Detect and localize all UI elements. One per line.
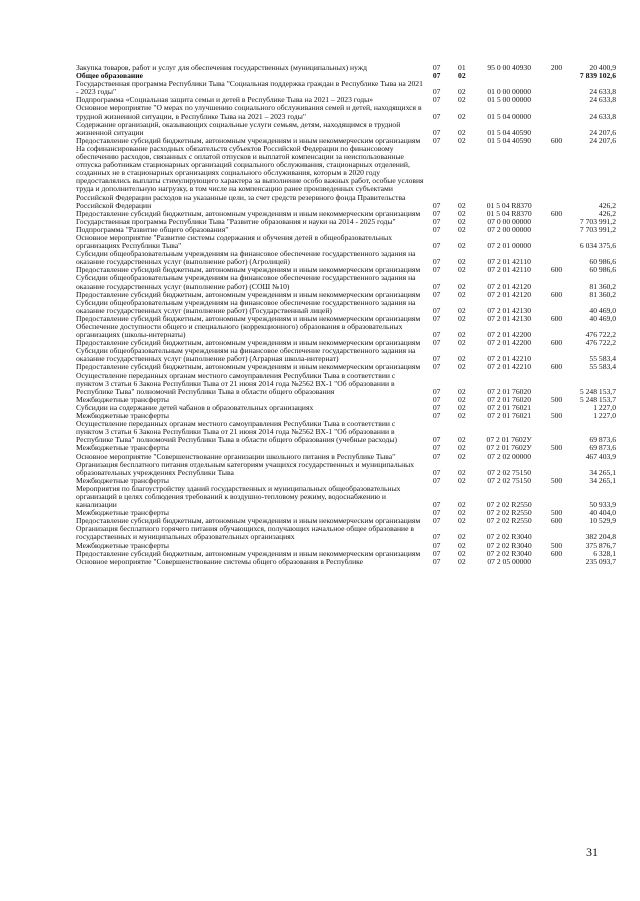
row-amount: 5 248 153,7 xyxy=(579,394,616,404)
row-subsection: 02 xyxy=(458,95,466,105)
row-name: Межбюджетные трансферты xyxy=(76,411,169,421)
row-target-article: 07 2 02 R3040 xyxy=(486,548,532,558)
row-subsection: 02 xyxy=(458,313,466,323)
row-name: Организация бесплатного горячего питания обучающихся, получающих начальное общее образование в государственных и муниципальных образовательных организациях xyxy=(76,524,414,542)
row-section: 07 xyxy=(432,257,441,267)
row-expense-type xyxy=(544,145,568,210)
row-name: Субсидии общеобразовательным учреждениям на финансовое обеспечение государственного задания на оказание государственных услуг (выполнение работ) (Государственный лицей) xyxy=(76,297,416,315)
row-section: 07 xyxy=(432,281,441,291)
row-section: 07 xyxy=(432,71,441,81)
row-expense-type xyxy=(544,453,568,461)
row-subsection: 02 xyxy=(458,71,466,81)
table-row xyxy=(76,372,616,396)
row-subsection: 02 xyxy=(458,556,466,566)
row-target-article: 07 2 01 76020 xyxy=(487,394,532,404)
row-subsection: 02 xyxy=(458,386,466,396)
row-name: Предоставление субсидий бюджетным, автономным учреждениям и иным некоммерческим организациям xyxy=(76,338,421,348)
table-row xyxy=(76,80,616,96)
row-amount: 235 093,7 xyxy=(585,556,616,566)
row-subsection: 02 xyxy=(458,362,466,372)
row-expense-type: 200 xyxy=(550,63,563,72)
row-section: 07 xyxy=(432,224,441,234)
row-amount: 40 469,0 xyxy=(589,305,616,315)
row-amount: 24 633,8 xyxy=(589,111,616,121)
row-section: 07 xyxy=(432,63,441,72)
row-amount: 34 265,1 xyxy=(589,467,616,477)
row-expense-type xyxy=(544,234,568,250)
row-subsection: 02 xyxy=(458,467,466,477)
row-name: Предоставление субсидий бюджетным, автономным учреждениям и иным некоммерческим организациям xyxy=(76,548,421,558)
row-section: 07 xyxy=(432,556,441,566)
table-row xyxy=(76,234,616,250)
row-target-article: 01 5 04 00000 xyxy=(487,111,532,121)
row-expense-type: 600 xyxy=(550,313,563,323)
row-section: 07 xyxy=(432,508,441,518)
row-target-article: 07 2 01 42110 xyxy=(487,265,531,275)
table-row xyxy=(76,558,616,566)
row-name: Обеспечение доступности общего и специального (коррекционного) образования в образовательных организациях (школы-интернаты) xyxy=(76,322,403,340)
row-amount: 40 404,0 xyxy=(589,508,616,518)
row-section: 07 xyxy=(432,435,441,445)
row-target-article: 07 0 00 00000 xyxy=(487,216,532,226)
row-name: Предоставление субсидий бюджетным, автономным учреждениям и иным некоммерческим организациям xyxy=(76,313,421,323)
budget-table xyxy=(76,64,616,566)
row-target-article: 07 2 01 7602У xyxy=(486,435,532,445)
row-target-article: 07 2 02 R3040 xyxy=(486,532,532,542)
row-name: Межбюджетные трансферты xyxy=(76,475,169,485)
table-row xyxy=(76,104,616,120)
row-subsection: 02 xyxy=(458,354,466,364)
row-subsection: 02 xyxy=(458,500,466,510)
row-name: Межбюджетные трансферты xyxy=(76,540,169,550)
table-row xyxy=(76,347,616,363)
row-amount: 24 207,6 xyxy=(589,127,616,137)
row-section: 07 xyxy=(432,208,441,218)
row-subsection: 02 xyxy=(458,127,466,137)
row-name: Предоставление субсидий бюджетным, автономным учреждениям и иным некоммерческим организациям xyxy=(76,265,421,275)
row-target-article: 01 5 04 40590 xyxy=(487,127,532,137)
row-amount: 1 227,0 xyxy=(593,411,616,421)
row-name: Межбюджетные трансферты xyxy=(76,394,169,404)
row-subsection: 02 xyxy=(458,394,466,404)
row-subsection: 02 xyxy=(458,281,466,291)
row-section: 07 xyxy=(432,362,441,372)
row-target-article: 01 0 00 00000 xyxy=(487,87,532,97)
row-expense-type xyxy=(544,485,568,509)
row-amount: 467 403,9 xyxy=(585,451,616,461)
row-section: 07 xyxy=(432,111,441,121)
row-target-article: 07 2 01 42120 xyxy=(487,289,532,299)
row-target-article xyxy=(474,72,545,80)
row-section: 07 xyxy=(432,265,441,275)
row-amount: 375 876,7 xyxy=(585,540,616,550)
row-subsection: 02 xyxy=(458,508,466,518)
row-section: 07 xyxy=(432,548,441,558)
row-amount: 24 633,8 xyxy=(589,95,616,105)
row-subsection: 02 xyxy=(458,451,466,461)
row-name: Предоставление субсидий бюджетным, автономным учреждениям и иным некоммерческим организациям xyxy=(76,516,421,526)
row-amount: 426,2 xyxy=(598,200,616,210)
row-amount: 6 034 375,6 xyxy=(579,241,616,251)
row-subsection: 02 xyxy=(458,200,466,210)
row-expense-type xyxy=(544,80,568,96)
row-expense-type xyxy=(544,274,568,290)
row-subsection: 02 xyxy=(458,548,466,558)
row-target-article: 07 2 01 42120 xyxy=(487,281,532,291)
row-name: Основное мероприятие "Развитие системы содержания и обучения детей в общеобразовательных организациях Республики Тыва" xyxy=(76,232,393,251)
row-name: Осуществление переданных органам местного самоуправления Республики Тыва в соответствии с пунктом 3 статьи 6 Закона Республики Тыва от 21 июня 2014 года №2562 ВХ-1 "Об образовании в Республике Тыва" полномочий Республики Тыва в области общего образования (учебные расходы) xyxy=(76,419,398,445)
row-expense-type: 600 xyxy=(550,338,563,348)
row-name: Государственная программа Республики Тыва "Социальная поддержка граждан в Республике Тыва на 2021 - 2023 годы" xyxy=(76,79,423,97)
table-row xyxy=(76,299,616,315)
row-amount: 60 986,6 xyxy=(589,265,616,275)
row-target-article: 07 2 02 R3040 xyxy=(486,540,532,550)
row-section: 07 xyxy=(432,540,441,550)
row-name: Субсидии общеобразовательным учреждениям на финансовое обеспечение государственного задания на оказание государственных услуг (выполнение работ) (Аграрная школа-интернат) xyxy=(76,346,416,364)
row-expense-type: 600 xyxy=(550,289,563,299)
row-name: Предоставление субсидий бюджетным, автономным учреждениям и иным некоммерческим организациям xyxy=(76,208,421,218)
row-subsection: 02 xyxy=(458,443,466,453)
row-amount: 55 583,4 xyxy=(589,354,616,364)
row-subsection: 02 xyxy=(458,208,466,218)
row-subsection: 02 xyxy=(458,257,466,267)
row-name: Основное мероприятие "Совершенствование организации школьного питания в Республике Тыва" xyxy=(76,451,396,461)
row-name: Подпрограмма «Социальная защита семьи и детей в Республике Тыва на 2021 – 2023 годы» xyxy=(76,95,374,105)
row-section: 07 xyxy=(432,532,441,542)
row-amount: 6 328,1 xyxy=(593,548,616,558)
row-subsection: 02 xyxy=(458,435,466,445)
row-target-article: 07 2 02 R2550 xyxy=(486,516,532,526)
row-expense-type xyxy=(544,121,568,137)
row-amount: 1 227,0 xyxy=(593,402,616,412)
row-amount: 5 248 153,7 xyxy=(579,386,616,396)
row-amount: 20 400,9 xyxy=(589,63,616,72)
row-amount: 40 469,0 xyxy=(589,313,616,323)
row-subsection: 02 xyxy=(458,402,466,412)
row-section: 07 xyxy=(432,200,441,210)
row-amount: 69 873,6 xyxy=(589,435,616,445)
row-expense-type xyxy=(544,420,568,444)
row-amount: 7 703 991,2 xyxy=(579,216,616,226)
row-amount: 476 722,2 xyxy=(585,338,616,348)
row-expense-type: 600 xyxy=(550,362,563,372)
row-name: Основное мероприятие "О мерах по улучшению социального обслуживания семей и детей, находящихся в трудной жизненной ситуации, в Республике Тыва на 2021 – 2023 годы" xyxy=(76,103,422,121)
row-expense-type xyxy=(544,525,568,541)
row-subsection: 02 xyxy=(458,305,466,315)
row-target-article: 07 2 01 42130 xyxy=(487,313,532,323)
row-target-article: 07 2 02 R2550 xyxy=(486,508,532,518)
row-name: Государственная программа Республики Тыва "Развитие образования и науки на 2014 - 2025 годы" xyxy=(76,216,396,226)
row-target-article: 07 2 01 42210 xyxy=(487,362,532,372)
row-name: Предоставление субсидий бюджетным, автономным учреждениям и иным некоммерческим организациям xyxy=(76,362,421,372)
row-amount: 426,2 xyxy=(598,208,616,218)
row-section: 07 xyxy=(432,135,441,145)
row-amount: 24 633,8 xyxy=(589,87,616,97)
row-section: 07 xyxy=(432,467,441,477)
row-amount: 10 529,9 xyxy=(589,516,616,526)
budget-table-body xyxy=(76,64,616,566)
row-amount: 382 204,8 xyxy=(585,532,616,542)
row-target-article: 07 2 01 76020 xyxy=(487,386,532,396)
row-target-article: 01 5 04 R8370 xyxy=(486,200,532,210)
row-name: Подпрограмма "Развитие общего образования" xyxy=(76,224,229,234)
row-subsection: 02 xyxy=(458,532,466,542)
row-amount: 7 703 991,2 xyxy=(579,224,616,234)
table-row xyxy=(76,250,616,266)
row-subsection: 01 xyxy=(458,63,466,72)
row-target-article: 07 2 01 7602У xyxy=(486,443,532,453)
row-name: Осуществление переданных органам местного самоуправления Республики Тыва в соответствии с пунктом 3 статьи 6 Закона Республики Тыва от 21 июня 2014 года №2562 ВХ-1 "Об образовании в Республике Тыва" полномочий Республики Тыва в области общего образования xyxy=(76,370,396,396)
row-target-article: 07 2 01 00000 xyxy=(487,241,532,251)
row-section: 07 xyxy=(432,475,441,485)
row-amount: 476 722,2 xyxy=(585,330,616,340)
row-section: 07 xyxy=(432,305,441,315)
row-name: Межбюджетные трансферты xyxy=(76,508,169,518)
row-target-article: 07 2 02 00000 xyxy=(487,451,532,461)
row-target-article: 07 2 02 75150 xyxy=(487,475,532,485)
row-expense-type: 600 xyxy=(550,265,563,275)
row-section: 07 xyxy=(432,87,441,97)
row-section: 07 xyxy=(432,386,441,396)
row-subsection: 02 xyxy=(458,540,466,550)
row-expense-type xyxy=(544,250,568,266)
row-expense-type: 600 xyxy=(550,208,563,218)
row-expense-type: 500 xyxy=(550,508,563,518)
table-row xyxy=(76,525,616,541)
row-expense-type: 500 xyxy=(550,394,563,404)
row-amount: 69 873,6 xyxy=(589,443,616,453)
row-expense-type xyxy=(544,372,568,396)
row-expense-type: 500 xyxy=(550,443,563,453)
table-row xyxy=(76,64,616,72)
row-amount: 24 207,6 xyxy=(589,135,616,145)
row-name: Организация бесплатного питания отдельным категориям учащихся государственных и муниципальных образовательных учреждениях Республики Тыва xyxy=(76,459,415,477)
row-subsection: 02 xyxy=(458,265,466,275)
row-subsection: 02 xyxy=(458,111,466,121)
row-name: Субсидии общеобразовательным учреждениям на финансовое обеспечение государственного задания на оказание государственных услуг (выполнение работ) (Агролицей) xyxy=(76,249,416,267)
row-expense-type xyxy=(544,104,568,120)
row-subsection: 02 xyxy=(458,338,466,348)
row-expense-type xyxy=(544,323,568,339)
row-subsection: 02 xyxy=(458,289,466,299)
row-target-article: 07 2 01 42210 xyxy=(487,354,532,364)
row-target-article: 01 5 00 00000 xyxy=(487,95,532,105)
row-section: 07 xyxy=(432,354,441,364)
row-expense-type xyxy=(544,347,568,363)
row-name: Закупка товаров, работ и услуг для обеспечения государственных (муниципальных) нужд xyxy=(76,63,367,72)
row-name: Общее образование xyxy=(76,71,144,81)
row-section: 07 xyxy=(432,95,441,105)
row-expense-type xyxy=(544,96,568,104)
row-target-article: 07 2 01 42200 xyxy=(487,330,532,340)
row-section: 07 xyxy=(432,411,441,421)
row-expense-type xyxy=(544,226,568,234)
row-target-article: 07 2 02 R2550 xyxy=(486,500,532,510)
row-section: 07 xyxy=(432,443,441,453)
row-section: 07 xyxy=(432,516,441,526)
row-expense-type xyxy=(544,299,568,315)
row-expense-type xyxy=(544,218,568,226)
row-section: 07 xyxy=(432,330,441,340)
row-subsection: 02 xyxy=(458,135,466,145)
row-target-article: 07 2 01 42130 xyxy=(487,305,532,315)
row-section: 07 xyxy=(432,394,441,404)
row-amount: 55 583,4 xyxy=(589,362,616,372)
row-section: 07 xyxy=(432,127,441,137)
row-subsection: 02 xyxy=(458,216,466,226)
row-expense-type xyxy=(544,461,568,477)
row-expense-type: 600 xyxy=(550,135,563,145)
row-name: Основное мероприятие "Совершенствование системы общего образования в Республике xyxy=(76,556,364,566)
row-name: Субсидии общеобразовательным учреждениям на финансовое обеспечение государственного задания на оказание государственных услуг (выполнение работ) (СОШ №10) xyxy=(76,273,416,291)
table-row xyxy=(76,274,616,290)
row-section: 07 xyxy=(432,216,441,226)
page-number: 31 xyxy=(586,845,598,859)
row-amount: 34 265,1 xyxy=(589,475,616,485)
row-expense-type xyxy=(544,72,568,80)
row-target-article: 07 2 02 75150 xyxy=(487,467,532,477)
row-amount: 7 839 102,6 xyxy=(579,71,616,81)
table-row xyxy=(76,145,616,210)
row-expense-type: 500 xyxy=(550,540,563,550)
row-target-article: 07 2 01 42110 xyxy=(487,257,531,267)
row-expense-type: 600 xyxy=(550,548,563,558)
row-expense-type xyxy=(544,558,568,566)
row-name: Мероприятия по благоустройству зданий государственных и муниципальных общеобразовательных организаций в целях соблюдения требований к воздушно-тепловому режиму, водоснабжению и канализации xyxy=(76,483,401,510)
row-amount: 50 933,9 xyxy=(589,500,616,510)
row-target-article: 01 5 04 40590 xyxy=(487,135,532,145)
row-subsection: 02 xyxy=(458,516,466,526)
row-target-article: 07 2 01 76021 xyxy=(487,411,532,421)
row-section: 07 xyxy=(432,313,441,323)
row-subsection: 02 xyxy=(458,330,466,340)
row-target-article: 07 2 05 00000 xyxy=(487,556,532,566)
row-expense-type: 600 xyxy=(550,516,563,526)
table-row xyxy=(76,323,616,339)
row-expense-type: 500 xyxy=(550,411,563,421)
row-name: Предоставление субсидий бюджетным, автономным учреждениям и иным некоммерческим организациям xyxy=(76,135,421,145)
row-amount: 60 986,6 xyxy=(589,257,616,267)
row-subsection: 02 xyxy=(458,241,466,251)
row-target-article: 07 2 01 42200 xyxy=(487,338,532,348)
row-amount: 81 360,2 xyxy=(589,281,616,291)
row-target-article: 95 0 00 40930 xyxy=(487,63,532,72)
row-name: Субсидии на содержание детей чабанов в образовательных организациях xyxy=(76,402,314,412)
row-section: 07 xyxy=(432,241,441,251)
table-row xyxy=(76,485,616,509)
row-name: Содержание организаций, оказывающих социальные услуги семьям, детям, находящимся в трудной жизненной ситуации xyxy=(76,119,401,137)
row-subsection: 02 xyxy=(458,411,466,421)
table-row xyxy=(76,461,616,477)
row-section: 07 xyxy=(432,451,441,461)
row-name: Межбюджетные трансферты xyxy=(76,443,169,453)
row-section: 07 xyxy=(432,338,441,348)
row-subsection: 02 xyxy=(458,87,466,97)
row-section: 07 xyxy=(432,289,441,299)
table-row xyxy=(76,121,616,137)
row-expense-type: 500 xyxy=(550,475,563,485)
row-section: 07 xyxy=(432,500,441,510)
row-target-article: 07 2 01 76021 xyxy=(487,402,532,412)
row-target-article: 01 5 04 R8370 xyxy=(486,208,532,218)
row-name: Предоставление субсидий бюджетным, автономным учреждениям и иным некоммерческим организациям xyxy=(76,289,421,299)
row-target-article: 07 2 00 00000 xyxy=(487,224,532,234)
row-name: На софинансирование расходных обязательств субъектов Российской Федерации по финансовому обеспечению расходов, связанных с оплатой отпусков и выплатой компенсации за неиспользованные отпуска работникам стационарных организаций социального обслуживания, стационарных отделений, созданных не в стационарных организациях социального обслуживания, которым в 2020 году предоставлялись выплаты стимулирующего характера за выполнение особо важных работ, особые условия труда и дополнительную нагрузку, в том числе на компенсацию ранее произведенных субъектами Российской Федерации расходов на указанные цели, за счет средств резервного фонда Правительства Российской Федерации xyxy=(76,143,424,210)
row-section: 07 xyxy=(432,402,441,412)
table-row xyxy=(76,420,616,444)
row-amount: 81 360,2 xyxy=(589,289,616,299)
row-subsection: 02 xyxy=(458,224,466,234)
row-subsection: 02 xyxy=(458,475,466,485)
